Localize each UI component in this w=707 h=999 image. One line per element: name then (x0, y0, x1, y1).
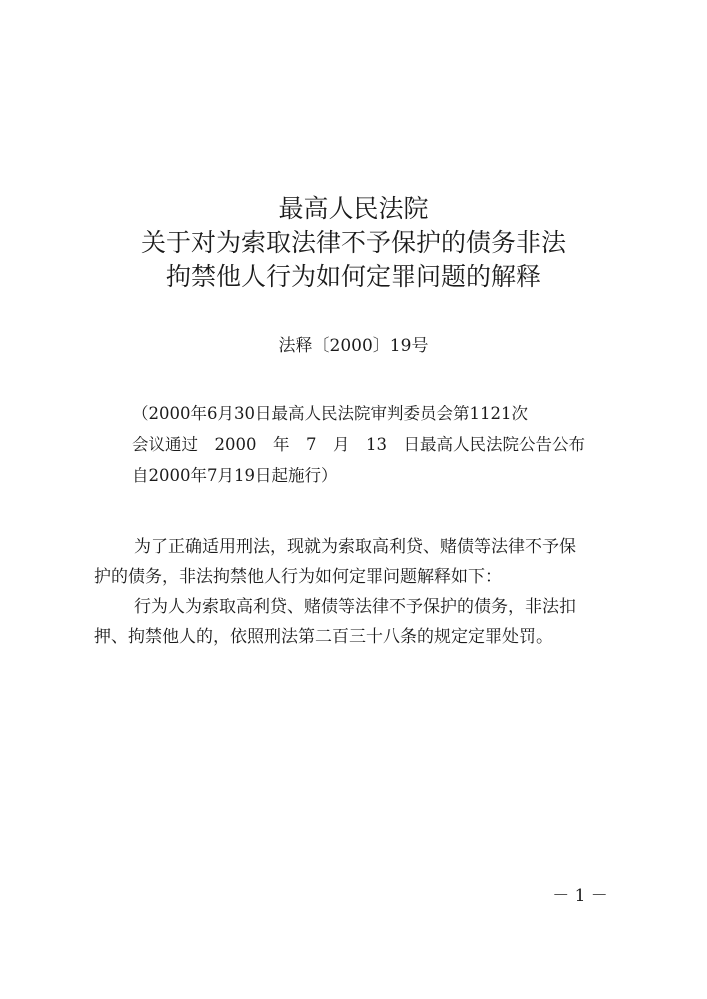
document-body (94, 532, 620, 652)
adoption-note-line: 会议通过 2000 年 7 月 13 日最高人民法院公告公布 (132, 435, 585, 454)
adoption-note-line: 自2000年7月19日起施行） (132, 466, 338, 485)
paragraph-2-line-2: 押、拘禁他人的，依照刑法第二百三十八条的规定定罪处罚。 (94, 627, 553, 647)
paragraph-2-line-1: 行为人为索取高利贷、赌债等法律不予保护的债务，非法扣 (134, 597, 576, 617)
document-title (0, 192, 707, 294)
paragraph-1-line-2: 护的债务，非法拘禁他人行为如何定罪问题解释如下： (94, 567, 502, 587)
title-line-subject-2: 拘禁他人行为如何定罪问题的解释 (165, 262, 541, 291)
document-number: 法释〔2000〕19号 (278, 336, 429, 356)
title-line-issuer: 最高人民法院 (278, 194, 429, 223)
adoption-note-line: （2000年6月30日最高人民法院审判委员会第1121次 (132, 404, 528, 423)
page-number: － 1 － (552, 886, 608, 906)
adoption-note (132, 398, 602, 491)
title-line-subject-1: 关于对为索取法律不予保护的债务非法 (140, 228, 566, 257)
paragraph-1-line-1: 为了正确适用刑法，现就为索取高利贷、赌债等法律不予保 (134, 537, 576, 557)
